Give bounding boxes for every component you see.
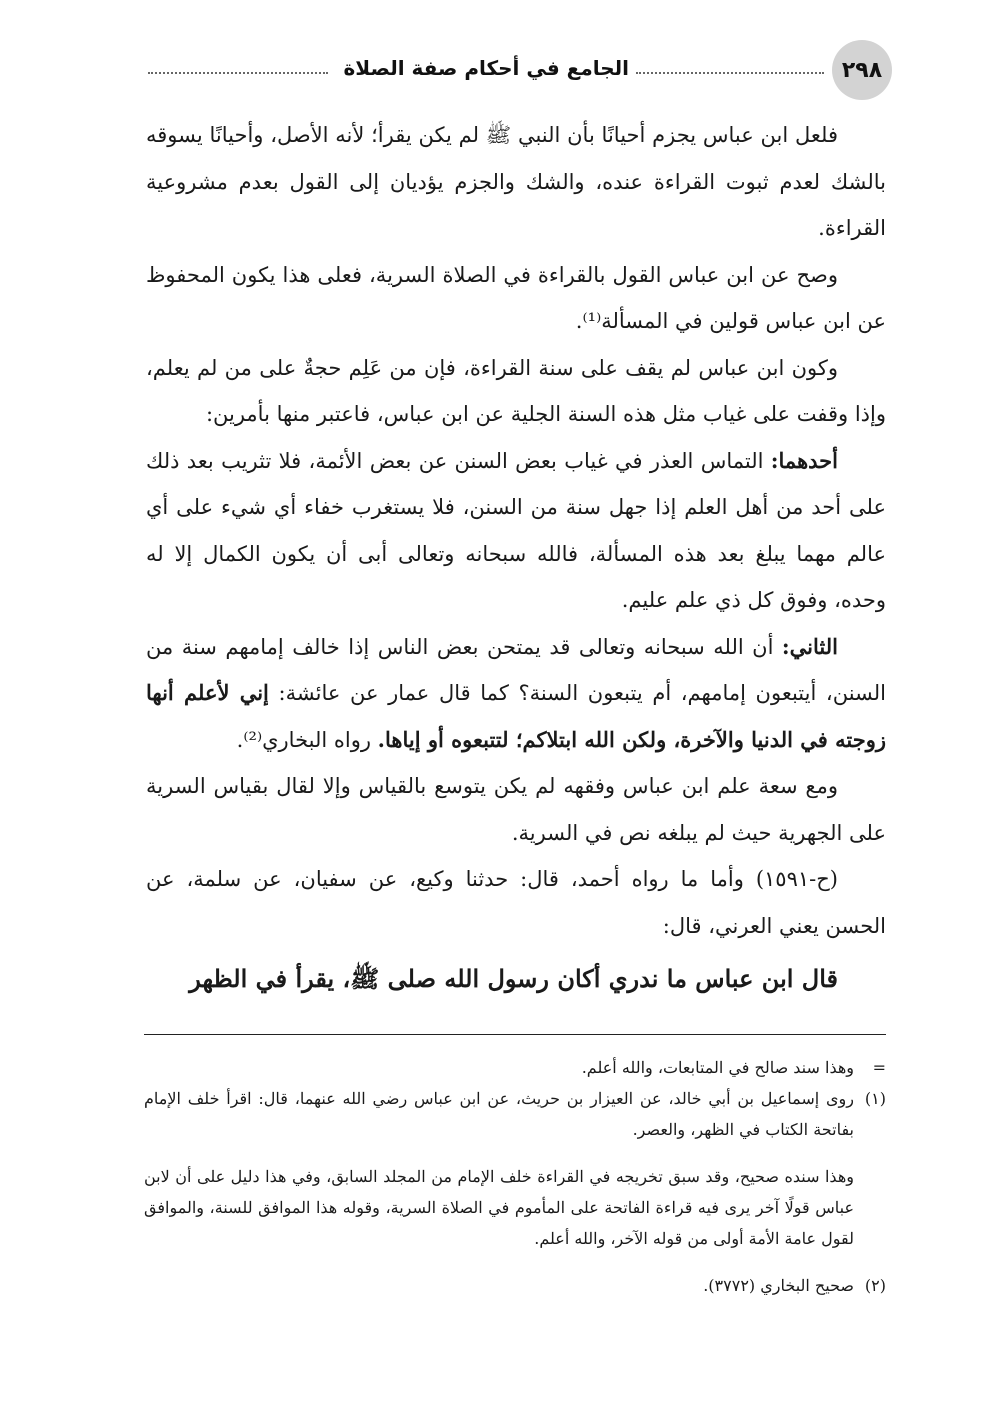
continuation-mark: = <box>872 1058 886 1077</box>
first-point-text: التماس العذر في غياب بعض السنن عن بعض الأئمة، فلا تثريب بعد ذلك على أحد من أهل العلم إذا جهل سنة من السنن، فلا يستغرب خفاء أي شيء على أي عالم مهما يبلغ بعد هذه المسألة، فالله سبحانه وتعالى أبى أن يكون الكمال إلا له وحده، وفوق كل ذي علم عليم. <box>146 448 886 612</box>
footnote-2-text: صحيح البخاري (٣٧٧٢). <box>703 1276 854 1295</box>
footnote-1-text: روى إسماعيل بن أبي خالد، عن العيزار بن حريث، عن ابن عباس رضي الله عنهما، قال: اقرأ خلف الإمام بفاتحة الكتاب في الظهر، والعصر. <box>144 1089 854 1139</box>
footnote-continuation <box>144 1052 886 1083</box>
aisha-quote: إني لأعلم أنها زوجته في الدنيا والآخرة، ولكن الله ابتلاكم؛ لتتبعوه أو إياها. <box>146 680 886 752</box>
hadith-text: قال ابن عباس ما ندري أكان رسول الله صلى ﷺ، يقرأ في الظهر <box>189 964 838 993</box>
book-title: الجامع في أحكام صفة الصلاة <box>343 56 629 80</box>
footnote-1-mark: (١) <box>864 1089 886 1108</box>
footnote-separator <box>144 1034 886 1035</box>
continuation-text: وهذا سند صالح في المتابعات، والله أعلم. <box>581 1058 854 1077</box>
second-point-label: الثاني: <box>781 633 838 659</box>
paragraph-4 <box>146 438 886 624</box>
footnote-2-mark: (٢) <box>864 1276 886 1295</box>
paragraph-6: ومع سعة علم ابن عباس وفقهه لم يكن يتوسع بالقياس وإلا لقال بقياس السرية على الجهرية حيث لم يبلغه نص في السرية. <box>146 774 886 845</box>
footnote-1-continued: وهذا سنده صحيح، وقد سبق تخريجه في القراءة خلف الإمام من المجلد السابق، وفي هذا دليل على أن لابن عباس قولًا آخر يرى فيه قراءة الفاتحة على المأموم في الصلاة السرية، وقوله هذا الموافق للسنة، والموافق لقول عامة الأمة أولى من قوله الآخر، والله أعلم. <box>144 1167 854 1248</box>
second-point-text: أن الله سبحانه وتعالى قد يمتحن بعض الناس إذا خالف إمامهم سنة من السنن، أيتبعون إمامهم، أم يتبعون السنة؟ كما قال عمار عن عائشة: <box>146 634 887 705</box>
paragraph-5 <box>146 624 886 764</box>
header-dots-left <box>148 72 328 74</box>
main-text <box>146 112 886 1009</box>
paragraph-7: (ح-١٥٩١) وأما ما رواه أحمد، قال: حدثنا وكيع، عن سفيان، عن سلمة، عن الحسن يعني العرني، قال: <box>146 867 886 938</box>
header-dots-right <box>636 72 824 74</box>
footnotes <box>144 1052 886 1301</box>
first-point-label: أحدهما: <box>770 447 838 473</box>
paragraph-2: وصح عن ابن عباس القول بالقراءة في الصلاة السرية، فعلى هذا يكون المحفوظ عن ابن عباس قولين في المسألة⁽¹⁾. <box>146 262 886 333</box>
footnote-2 <box>144 1270 886 1301</box>
footnote-1 <box>144 1083 886 1145</box>
paragraph-1: فلعل ابن عباس يجزم أحيانًا بأن النبي ﷺ لم يكن يقرأ؛ لأنه الأصل، وأحيانًا يسوقه بالشك لعدم ثبوت القراءة عنده، والشك والجزم يؤديان إلى القول بعدم مشروعية القراءة. <box>146 123 886 240</box>
page-number: ٢٩٨ <box>832 40 892 100</box>
paragraph-3: وكون ابن عباس لم يقف على سنة القراءة، فإن من عَلِم حجةٌ على من لم يعلم، وإذا وقفت على غياب مثل هذه السنة الجلية عن ابن عباس، فاعتبر منها بأمرين: <box>146 355 886 426</box>
bukhari-reference: رواه البخاري⁽²⁾. <box>236 727 378 752</box>
